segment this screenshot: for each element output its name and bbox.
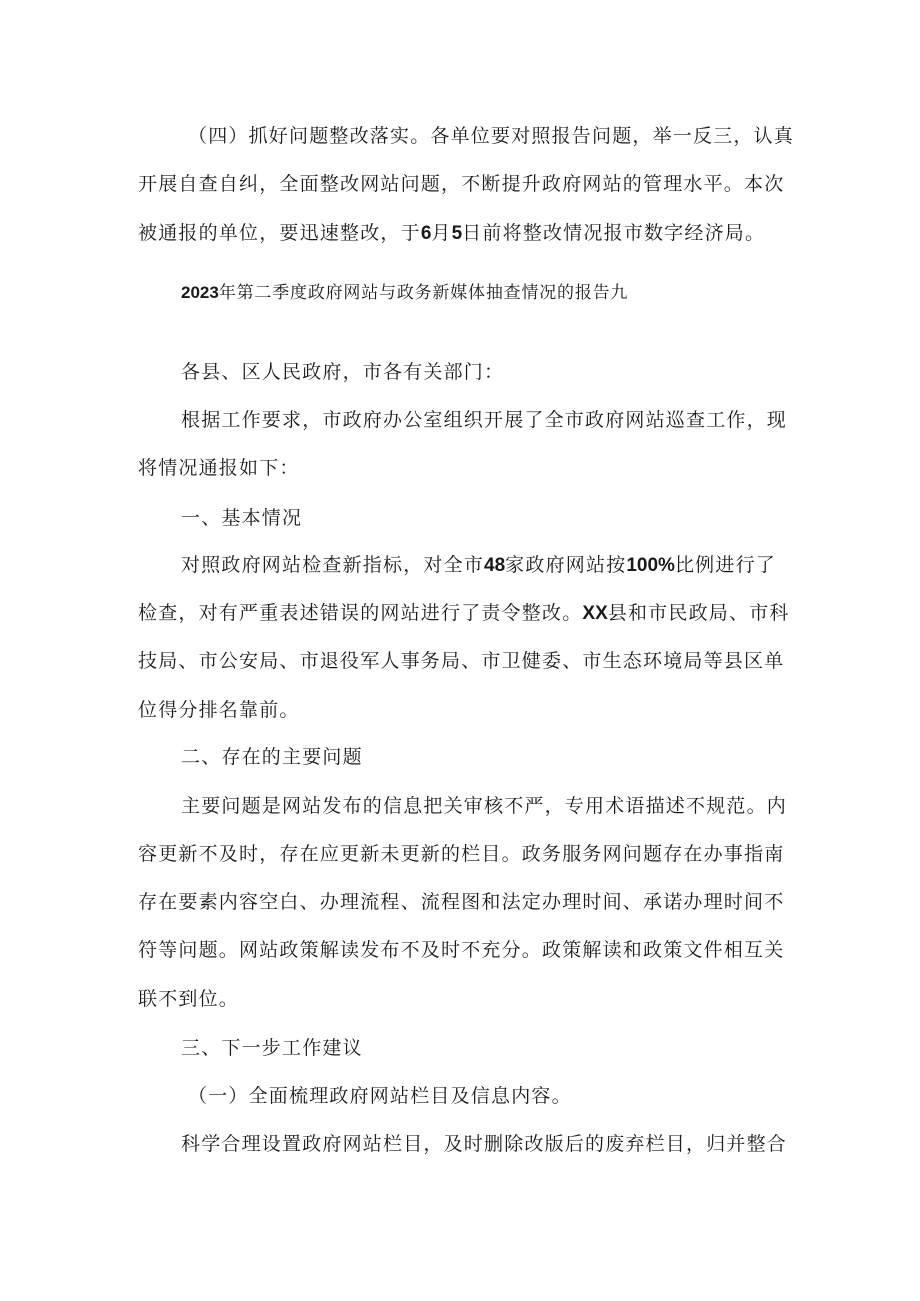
problems-line-2: 容更新不及时，存在应更新未更新的栏目。政务服务网问题存在办事指南: [138, 843, 785, 865]
basic-line-1-b: 家政府网站按: [505, 554, 627, 576]
basic-line-2-a: 检查，对有严重表述错误的网站进行了责令整改。: [138, 602, 583, 624]
problems-line-1: 主要问题是网站发布的信息把关审核不严，专用术语描述不规范。内: [181, 795, 788, 817]
last-paragraph-line-1: 科学合理设置政府网站栏目，及时删除改版后的废弃栏目，归并整合: [181, 1133, 788, 1155]
section-four-line-3-a: 被通报的单位，要迅速整改，于: [138, 222, 421, 244]
county-placeholder: XX: [582, 603, 608, 624]
heading-basic-situation: 一、基本情况: [181, 507, 303, 529]
report-title-text: 年第二季度政府网站与政务新媒体抽查情况的报告九: [218, 283, 629, 303]
basic-line-1: [181, 553, 776, 578]
check-percentage: 100%: [626, 555, 675, 576]
basic-line-3: 技局、市公安局、市退役军人事务局、市卫健委、市生态环境局等县区单: [138, 650, 785, 672]
section-four-line-2: 开展自查自纠，全面整改网站问题，不断提升政府网站的管理水平。本次: [138, 173, 785, 195]
problems-line-5: 联不到位。: [138, 988, 240, 1010]
deadline-month: 6: [420, 223, 432, 244]
section-four-line-1: （四）抓好问题整改落实。各单位要对照报告问题，举一反三，认真: [188, 125, 795, 147]
website-count: 48: [484, 555, 506, 576]
subheading-review-columns: （一）全面梳理政府网站栏目及信息内容。: [188, 1085, 572, 1107]
deadline-day: 5: [451, 223, 463, 244]
report-title-year: 2023: [181, 283, 219, 302]
problems-line-3: 存在要素内容空白、办理流程、流程图和法定办理时间、承诺办理时间不: [138, 891, 785, 913]
intro-line-2: 将情况通报如下：: [138, 457, 300, 479]
salutation: 各县、区人民政府，市各有关部门：: [181, 361, 505, 383]
basic-line-2: [138, 601, 790, 626]
basic-line-4: 位得分排名靠前。: [138, 699, 300, 721]
section-four-line-3-b: 月: [431, 222, 452, 244]
section-four-line-3: [138, 221, 765, 246]
basic-line-2-b: 县和市民政局、市科: [607, 602, 790, 624]
heading-main-problems: 二、存在的主要问题: [181, 746, 363, 768]
basic-line-1-a: 对照政府网站检查新指标，对全市: [181, 554, 485, 576]
intro-line-1: 根据工作要求，市政府办公室组织开展了全市政府网站巡查工作，现: [181, 409, 788, 431]
basic-line-1-c: 比例进行了: [674, 554, 776, 576]
heading-next-steps: 三、下一步工作建议: [181, 1037, 363, 1059]
report-title: [181, 281, 628, 305]
problems-line-4: 符等问题。网站政策解读发布不及时不充分。政策解读和政策文件相互关: [138, 939, 785, 961]
section-four-line-3-c: 日前将整改情况报市数字经济局。: [462, 222, 766, 244]
